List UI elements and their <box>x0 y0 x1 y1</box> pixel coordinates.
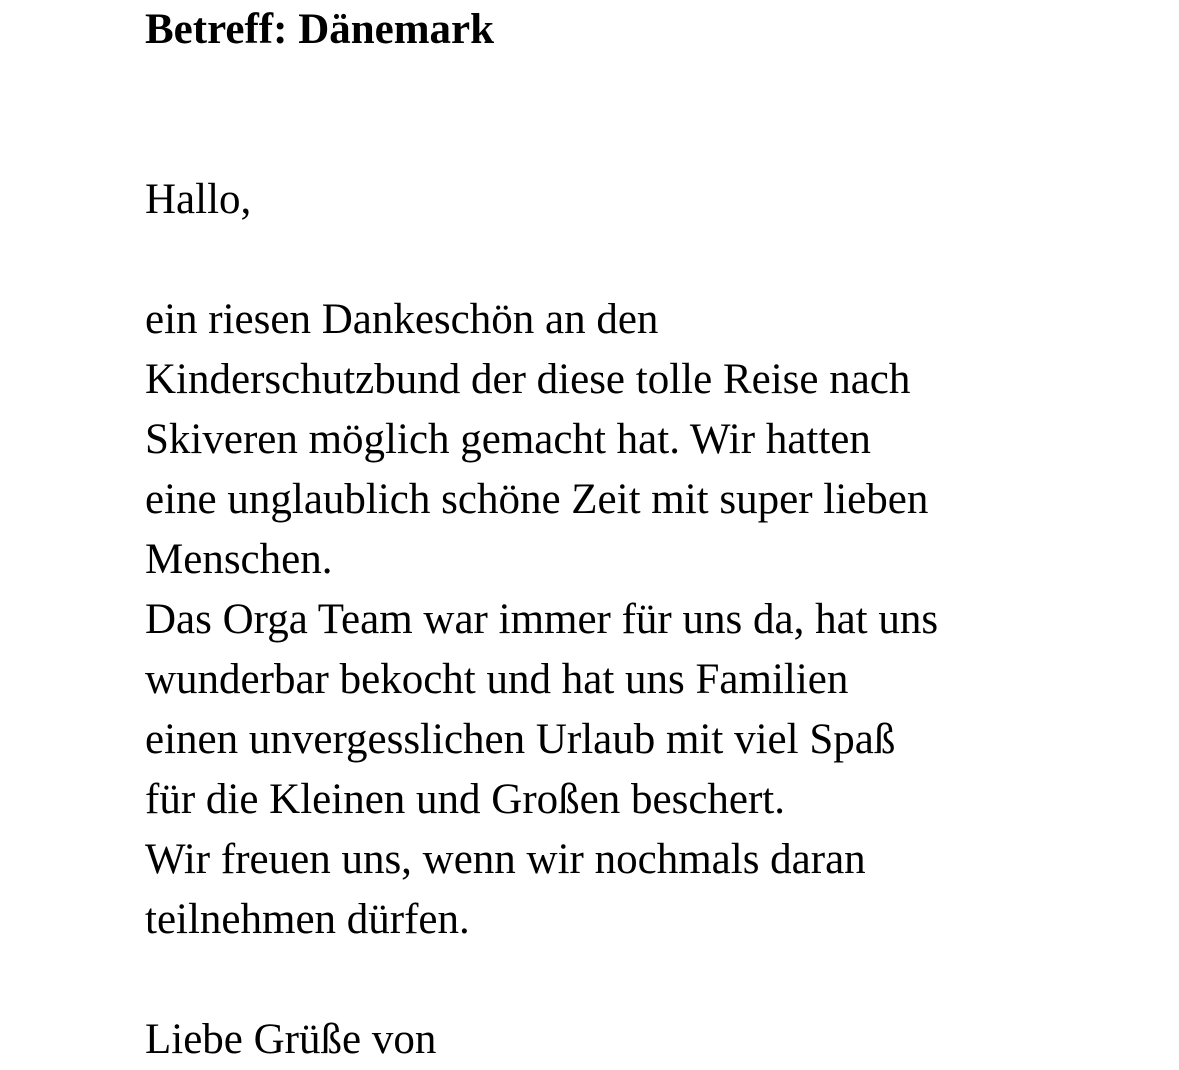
subject-line: Betreff: Dänemark <box>145 6 495 53</box>
body-line: Das Orga Team war immer für uns da, hat uns <box>145 596 939 643</box>
body-line: für die Kleinen und Großen beschert. <box>145 776 786 823</box>
spacer <box>145 60 1145 170</box>
message-body <box>145 290 1145 950</box>
body-line: Kinderschutzbund der diese tolle Reise nach <box>145 356 911 403</box>
spacer <box>145 230 1145 290</box>
body-line: ein riesen Dankeschön an den <box>145 296 659 343</box>
body-line: eine unglaublich schöne Zeit mit super lieben <box>145 476 929 523</box>
body-line: Menschen. <box>145 536 333 583</box>
spacer <box>145 950 1145 1010</box>
closing: Liebe Grüße von <box>145 1016 437 1063</box>
body-line: Skiveren möglich gemacht hat. Wir hatten <box>145 416 871 463</box>
email-document <box>145 0 1145 1070</box>
body-line: Wir freuen uns, wenn wir nochmals daran <box>145 836 866 883</box>
body-line: teilnehmen dürfen. <box>145 896 470 943</box>
greeting: Hallo, <box>145 176 252 223</box>
body-line: einen unvergesslichen Urlaub mit viel Spaß <box>145 716 896 763</box>
body-line: wunderbar bekocht und hat uns Familien <box>145 656 849 703</box>
